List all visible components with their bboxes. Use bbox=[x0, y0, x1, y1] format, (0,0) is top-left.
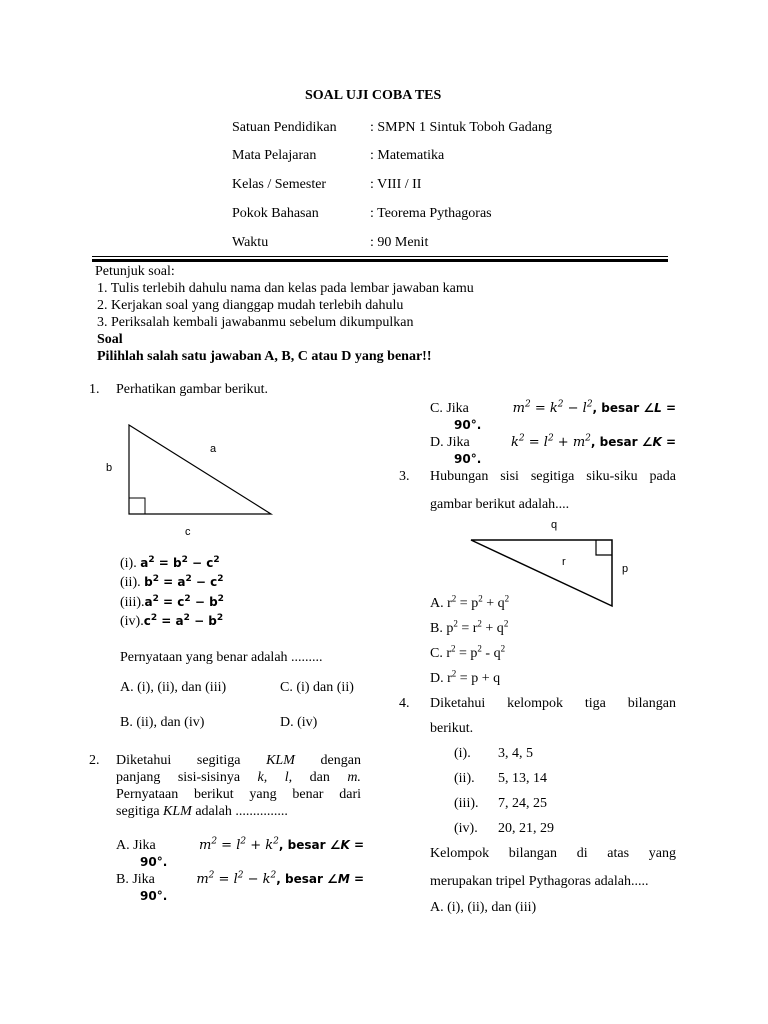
q4-group-label: (i). bbox=[454, 746, 471, 761]
q3-line: gambar berikut adalah.... bbox=[430, 497, 570, 512]
q1-label-c: c bbox=[185, 526, 191, 538]
q4-line: Kelompok bilangan di atas yang bbox=[430, 846, 676, 861]
soal-heading: Soal bbox=[97, 332, 123, 347]
q1-answer-c[interactable]: C. (i) dan (ii) bbox=[280, 680, 354, 695]
q4-group-value: 3, 4, 5 bbox=[498, 746, 533, 761]
q4-number: 4. bbox=[399, 696, 410, 711]
q1-triangle bbox=[129, 425, 271, 514]
instruction-item: 2. Kerjakan soal yang dianggap mudah terlebih dahulu bbox=[97, 298, 404, 313]
q1-prompt: Perhatikan gambar berikut. bbox=[116, 382, 269, 397]
q2-option-b-tail: 90°. bbox=[140, 889, 168, 903]
q2-line: panjang sisi-sisinya k, l, dan m. bbox=[116, 770, 361, 785]
q2-option-a-tail: 90°. bbox=[140, 855, 168, 869]
q3-answer-c[interactable]: C. $r^2 = p^2 - q^2$ bbox=[430, 643, 506, 661]
instructions-heading: Petunjuk soal: bbox=[95, 264, 175, 279]
q3-answer-a[interactable]: A. $r^2 = p^2 + q^2$ bbox=[430, 593, 510, 611]
q1-answer-a[interactable]: A. (i), (ii), dan (iii) bbox=[120, 680, 227, 695]
q1-statement: Pernyataan yang benar adalah ......... bbox=[120, 650, 323, 665]
header-divider bbox=[92, 256, 668, 257]
q4-answer-a[interactable]: A. (i), (ii), dan (iii) bbox=[430, 900, 537, 915]
info-label: Satuan Pendidikan bbox=[232, 120, 337, 135]
info-value: : SMPN 1 Sintuk Toboh Gadang bbox=[370, 120, 552, 135]
q1-number: 1. bbox=[89, 382, 100, 397]
q1-answer-d[interactable]: D. (iv) bbox=[280, 715, 318, 730]
q2-option-b[interactable]: B. Jika $m^2 = l^2 - k^2$, besar ∠M = bbox=[116, 870, 364, 887]
q1-option: (i). $a^2 = b^2 - c^2$ bbox=[120, 555, 220, 571]
q1-label-a: a bbox=[210, 443, 217, 455]
q2-line: Diketahui segitiga KLM dengan bbox=[116, 753, 361, 768]
q2-option-c-tail: 90°. bbox=[454, 418, 482, 432]
q1-triangle-figure bbox=[128, 424, 274, 516]
q3-label-p: p bbox=[622, 563, 629, 575]
q2-option-d[interactable]: D. Jika $k^2 = l^2 + m^2$, besar ∠K = bbox=[430, 433, 676, 450]
q4-line: berikut. bbox=[430, 721, 474, 736]
info-value: : Matematika bbox=[370, 148, 445, 163]
right-angle-mark bbox=[129, 498, 145, 514]
info-label: Pokok Bahasan bbox=[232, 206, 319, 221]
q2-option-d-tail: 90°. bbox=[454, 452, 482, 466]
info-value: : VIII / II bbox=[370, 177, 422, 192]
q4-group-label: (ii). bbox=[454, 771, 475, 786]
q4-group-label: (iii). bbox=[454, 796, 479, 811]
info-label: Kelas / Semester bbox=[232, 177, 327, 192]
q2-option-a[interactable]: A. Jika $m^2 = l^2 + k^2$, besar ∠K = bbox=[116, 836, 364, 853]
info-label: Waktu bbox=[232, 235, 269, 250]
page-title: SOAL UJI COBA TES bbox=[305, 88, 442, 103]
q2-line: Pernyataan berikut yang benar dari bbox=[116, 787, 361, 802]
directive: Pilihlah salah satu jawaban A, B, C atau D yang benar!! bbox=[97, 349, 432, 364]
q3-line: Hubungan sisi segitiga siku-siku pada bbox=[430, 469, 676, 484]
q1-option: $(iv).c^2 = a^2 - b^2$ bbox=[120, 613, 224, 629]
q3-answer-d[interactable]: D. $r^2 = p + q$ bbox=[430, 668, 501, 686]
q1-label-b: b bbox=[106, 462, 113, 474]
q1-option: $(iii).a^2 = c^2 - b^2$ bbox=[120, 594, 224, 610]
q4-group-label: (iv). bbox=[454, 821, 478, 836]
instruction-item: 1. Tulis terlebih dahulu nama dan kelas pada lembar jawaban kamu bbox=[97, 281, 474, 296]
q4-group-value: 5, 13, 14 bbox=[498, 771, 547, 786]
q1-option: (ii). $b^2 = a^2 - c^2$ bbox=[120, 574, 224, 590]
info-label: Mata Pelajaran bbox=[232, 148, 317, 163]
q2-line: segitiga KLM adalah ............... bbox=[116, 804, 288, 819]
right-angle-mark bbox=[596, 540, 612, 555]
info-value: : Teorema Pythagoras bbox=[370, 206, 492, 221]
q2-option-c[interactable]: C. Jika $m^2 = k^2 - l^2$, besar ∠L = bbox=[430, 399, 676, 416]
q1-answer-b[interactable]: B. (ii), dan (iv) bbox=[120, 715, 205, 730]
info-value: : 90 Menit bbox=[370, 235, 429, 250]
q4-line: merupakan tripel Pythagoras adalah..... bbox=[430, 874, 649, 889]
q4-group-value: 7, 24, 25 bbox=[498, 796, 547, 811]
q4-line: Diketahui kelompok tiga bilangan bbox=[430, 696, 676, 711]
instruction-item: 3. Periksalah kembali jawabanmu sebelum dikumpulkan bbox=[97, 315, 414, 330]
q2-number: 2. bbox=[89, 753, 100, 768]
q3-answer-b[interactable]: B. $p^2 = r^2 + q^2$ bbox=[430, 618, 509, 636]
header-divider bbox=[92, 259, 668, 262]
q3-label-q: q bbox=[551, 519, 558, 531]
q4-group-value: 20, 21, 29 bbox=[498, 821, 554, 836]
q3-label-r: r bbox=[562, 556, 566, 568]
q3-number: 3. bbox=[399, 469, 410, 484]
